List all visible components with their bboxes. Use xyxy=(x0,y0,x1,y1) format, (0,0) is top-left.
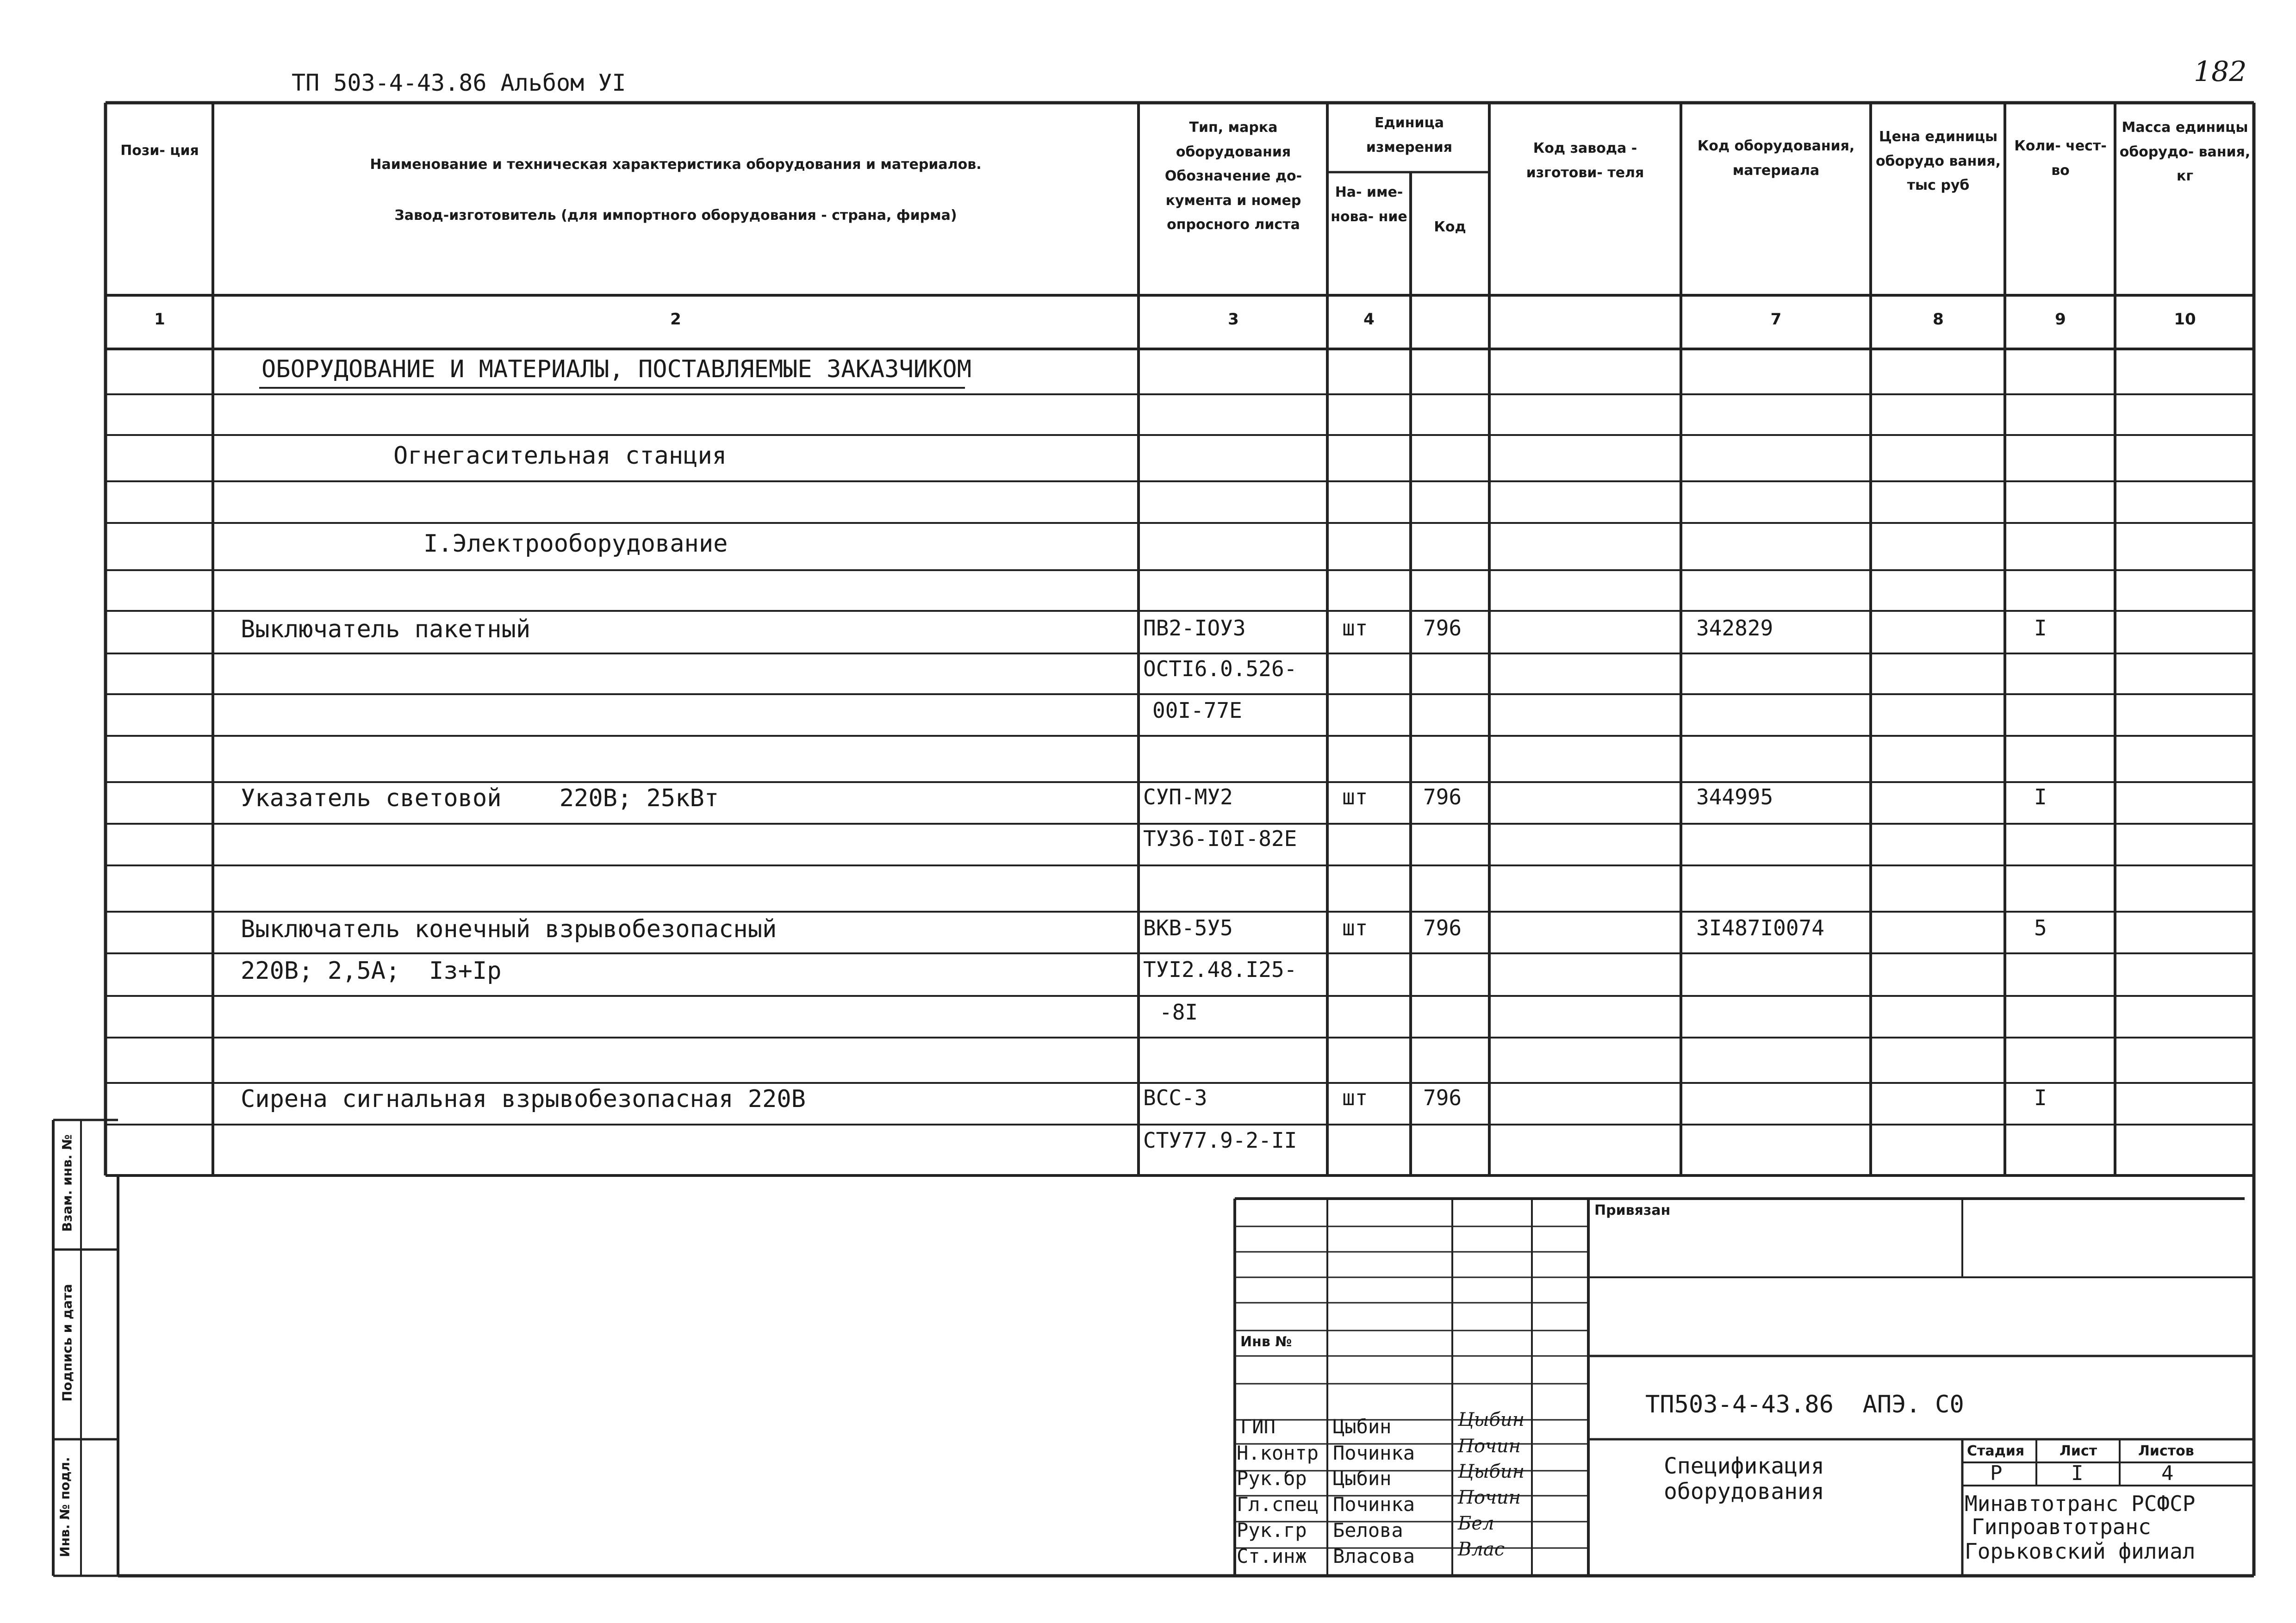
col-header-quantity: Коли- чест- во xyxy=(2014,138,2107,179)
side-label-inv: Инв. № подл. xyxy=(57,1457,73,1557)
item-doc: ТУI2.48.I25- xyxy=(1143,957,1297,982)
document-title-line2: оборудования xyxy=(1664,1479,1824,1505)
signature: Цыбин xyxy=(1458,1409,1524,1430)
item-doc: СТУ77.9-2-II xyxy=(1143,1128,1297,1153)
col-number: 4 xyxy=(1363,310,1375,329)
col-header-name-line2: Завод-изготовитель (для импортного оборудования - страна, фирма) xyxy=(394,207,957,224)
inv-no-label: Инв № xyxy=(1240,1334,1292,1350)
group-title: I.Электрооборудование xyxy=(423,530,728,558)
document-code: ТП503-4-43.86 АПЭ. С0 xyxy=(1645,1391,1964,1418)
section-title: ОБОРУДОВАНИЕ И МАТЕРИАЛЫ, ПОСТАВЛЯЕМЫЕ ЗАКАЗЧИКОМ xyxy=(261,355,972,383)
col-number: 1 xyxy=(154,310,165,329)
col-number: 8 xyxy=(1933,310,1944,329)
col-header-unit-name: На- име- нова- ние xyxy=(1331,184,1407,225)
person-name: Цыбин xyxy=(1333,1415,1392,1438)
signature: Почин xyxy=(1458,1436,1521,1457)
subsection-title: Огнегасительная станция xyxy=(393,442,727,470)
item-code: 3I487I0074 xyxy=(1696,915,1824,940)
item-qty: I xyxy=(2034,784,2047,809)
col-header-name-line1: Наименование и техническая характеристика оборудования и материалов. xyxy=(370,156,982,173)
page-mark: 182 xyxy=(2194,56,2247,88)
signature: Бел xyxy=(1458,1513,1494,1534)
item-type: ВКВ-5У5 xyxy=(1143,915,1233,940)
col-header-mass: Масса единицы оборудо- вания, кг xyxy=(2119,119,2251,184)
col-header-price: Цена единицы оборудо вания, тыс руб xyxy=(1875,129,2001,193)
item-code: 342829 xyxy=(1696,616,1773,640)
role-label: Гл.спец xyxy=(1237,1493,1319,1516)
signature: Влас xyxy=(1458,1539,1505,1560)
privyazan-label: Привязан xyxy=(1594,1202,1671,1219)
col-header-type: Тип, марка оборудования Обозначение до- кумента и номер опросного листа xyxy=(1164,119,1302,233)
person-name: Белова xyxy=(1333,1519,1403,1542)
item-unit-code: 796 xyxy=(1423,616,1462,640)
sheets-label: Листов xyxy=(2138,1443,2194,1459)
stage-value: Р xyxy=(1990,1461,2003,1485)
person-name: Власова xyxy=(1333,1545,1415,1567)
role-label: Н.контр xyxy=(1237,1442,1319,1464)
col-number: 7 xyxy=(1770,310,1782,329)
item-doc: ОСТI6.0.526- xyxy=(1143,656,1297,681)
document-title-line1: Спецификация xyxy=(1664,1453,1824,1479)
item-unit: шт xyxy=(1342,784,1368,809)
signature: Почин xyxy=(1458,1487,1521,1508)
col-number: 3 xyxy=(1228,310,1239,329)
item-unit: шт xyxy=(1342,1085,1368,1110)
person-name: Починка xyxy=(1333,1442,1415,1464)
col-number: 2 xyxy=(670,310,681,329)
item-name: Указатель световой 220В; 25кВт xyxy=(241,784,719,812)
item-name-extra: 220В; 2,5А; Iз+Iр xyxy=(241,957,502,985)
person-name: Починка xyxy=(1333,1493,1415,1516)
item-doc: ТУ36-I0I-82Е xyxy=(1143,826,1297,851)
item-qty: 5 xyxy=(2034,915,2047,940)
side-label-podp: Подпись и дата xyxy=(59,1284,75,1402)
stage-label: Стадия xyxy=(1967,1443,2025,1459)
item-doc: -8I xyxy=(1159,1000,1198,1025)
item-unit: шт xyxy=(1342,616,1368,640)
col-number: 9 xyxy=(2055,310,2066,329)
item-type: СУП-МУ2 xyxy=(1143,784,1233,809)
item-qty: I xyxy=(2034,1085,2047,1110)
role-label: Рук.гр xyxy=(1237,1519,1307,1542)
document-header: ТП 503-4-43.86 Альбом УI xyxy=(292,69,626,96)
item-name: Выключатель конечный взрывобезопасный xyxy=(241,915,777,943)
org-line2: Гипроавтотранс xyxy=(1972,1514,2151,1539)
signature: Цыбин xyxy=(1458,1461,1524,1482)
side-label-vzam: Взам. инв. № xyxy=(59,1134,75,1232)
col-number: 10 xyxy=(2174,310,2196,329)
col-header-equipment-code: Код оборудования, материала xyxy=(1697,138,1855,179)
item-name: Выключатель пакетный xyxy=(241,616,531,643)
item-unit: шт xyxy=(1342,915,1368,940)
item-type: ВСС-3 xyxy=(1143,1085,1207,1110)
col-header-unit-group: Единица измерения xyxy=(1366,115,1453,155)
sheets-value: 4 xyxy=(2161,1461,2174,1485)
item-unit-code: 796 xyxy=(1423,1085,1462,1110)
item-unit-code: 796 xyxy=(1423,784,1462,809)
col-header-position: Пози- ция xyxy=(120,143,199,159)
role-label: ГИП xyxy=(1240,1415,1276,1438)
col-header-maker-code: Код завода - изготови- теля xyxy=(1526,140,1644,181)
item-name: Сирена сигнальная взрывобезопасная 220В xyxy=(241,1085,806,1113)
person-name: Цыбин xyxy=(1333,1467,1392,1490)
org-line1: Минавтотранс РСФСР xyxy=(1965,1491,2196,1516)
item-type: ПВ2-IОУЗ xyxy=(1143,616,1246,640)
col-header-unit-code: Код xyxy=(1434,219,1466,235)
item-doc: 00I-77Е xyxy=(1152,698,1242,723)
item-unit-code: 796 xyxy=(1423,915,1462,940)
role-label: Ст.инж xyxy=(1237,1545,1307,1567)
sheet-label: Лист xyxy=(2060,1443,2097,1459)
org-line3: Горьковский филиал xyxy=(1965,1539,2196,1564)
sheet-value: I xyxy=(2071,1461,2084,1485)
item-code: 344995 xyxy=(1696,784,1773,809)
role-label: Рук.бр xyxy=(1237,1467,1307,1490)
item-qty: I xyxy=(2034,616,2047,640)
